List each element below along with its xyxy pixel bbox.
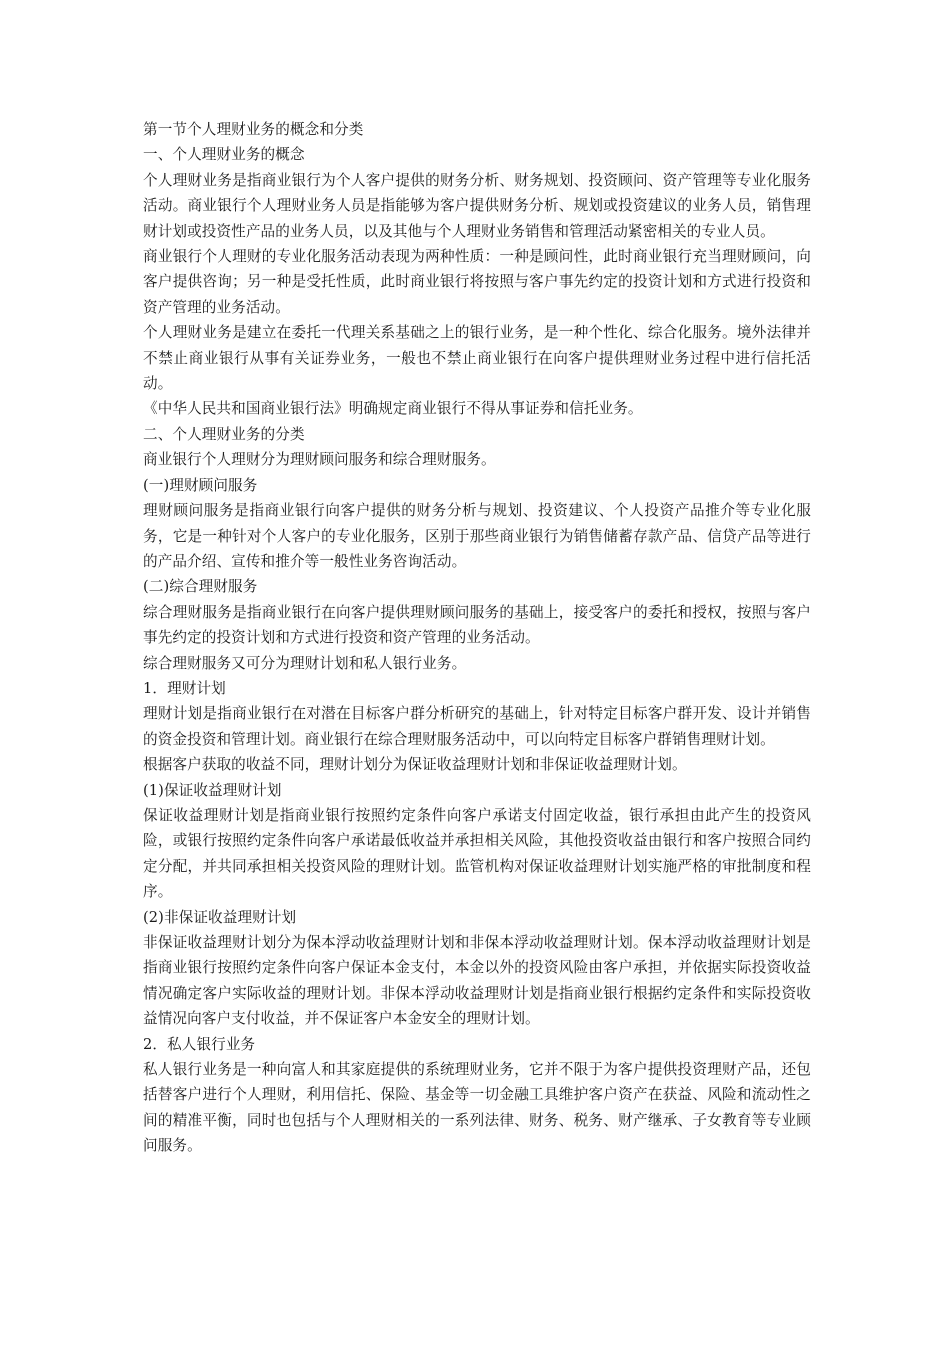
body-paragraph: 理财计划是指商业银行在对潜在目标客户群分析研究的基础上，针对特定目标客户群开发、设计并销售的资金投资和管理计划。商业银行在综合理财服务活动中，可以向特定目标客户群销售理财计划。	[143, 705, 811, 748]
subsection-heading: 二、个人理财业务的分类	[143, 425, 305, 443]
body-paragraph: 个人理财业务是建立在委托一代理关系基础之上的银行业务，是一种个性化、综合化服务。境外法律并不禁止商业银行从事有关证券业务，一般也不禁止商业银行在向客户提供理财业务过程中进行信托活动。	[143, 324, 811, 393]
subsection-heading: 一、个人理财业务的概念	[143, 146, 305, 164]
body-paragraph: 商业银行个人理财分为理财顾问服务和综合理财服务。	[143, 451, 496, 469]
body-paragraph: 私人银行业务是一种向富人和其家庭提供的系统理财业务，它并不限于为客户提供投资理财产品，还包括替客户进行个人理财，利用信托、保险、基金等一切金融工具维护客户资产在获益、风险和流动性之间的精准平衡，同时也包括与个人理财相关的一系列法律、财务、税务、财产继承、子女教育等专业顾问服务。	[143, 1061, 811, 1155]
subsection-heading: (二)综合理财服务	[143, 578, 258, 596]
body-paragraph: 理财顾问服务是指商业银行向客户提供的财务分析与规划、投资建议、个人投资产品推介等专业化服务，它是一种针对个人客户的专业化服务，区别于那些商业银行为销售储蓄存款产品、信贷产品等进行的产品介绍、宣传和推介等一般性业务咨询活动。	[143, 502, 811, 570]
section-title: 第一节个人理财业务的概念和分类	[143, 121, 364, 138]
body-paragraph: 综合理财服务是指商业银行在向客户提供理财顾问服务的基础上，接受客户的委托和授权，按照与客户事先约定的投资计划和方式进行投资和资产管理的业务活动。	[143, 603, 811, 647]
body-paragraph: 《中华人民共和国商业银行法》明确规定商业银行不得从事证券和信托业务。	[143, 400, 643, 418]
body-paragraph: 综合理财服务又可分为理财计划和私人银行业务。	[143, 654, 467, 672]
document-body	[143, 117, 811, 1159]
body-paragraph: 商业银行个人理财的专业化服务活动表现为两种性质：一种是顾问性，此时商业银行充当理财顾问，向客户提供咨询；另一种是受托性质，此时商业银行将按照与客户事先约定的投资计划和方式进行投资和资产管理的业务活动。	[143, 248, 811, 316]
subsection-heading: (一)理财顾问服务	[143, 476, 258, 494]
subsection-heading: 1．理财计划	[143, 679, 226, 697]
subsection-heading: (1)保证收益理财计划	[143, 781, 282, 799]
body-paragraph: 个人理财业务是指商业银行为个人客户提供的财务分析、财务规划、投资顾问、资产管理等专业化服务活动。商业银行个人理财业务人员是指能够为客户提供财务分析、规划或投资建议的业务人员，销售理财计划或投资性产品的业务人员，以及其他与个人理财业务销售和管理活动紧密相关的专业人员。	[143, 171, 811, 240]
body-paragraph: 根据客户获取的收益不同，理财计划分为保证收益理财计划和非保证收益理财计划。	[143, 756, 687, 774]
body-paragraph: 非保证收益理财计划分为保本浮动收益理财计划和非保本浮动收益理财计划。保本浮动收益理财计划是指商业银行按照约定条件向客户保证本金支付，本金以外的投资风险由客户承担，并依据实际投资收益情况确定客户实际收益的理财计划。非保本浮动收益理财计划是指商业银行根据约定条件和实际投资收益情况向客户支付收益，并不保证客户本金安全的理财计划。	[143, 934, 811, 1028]
subsection-heading: 2．私人银行业务	[143, 1035, 256, 1053]
body-paragraph: 保证收益理财计划是指商业银行按照约定条件向客户承诺支付固定收益，银行承担由此产生的投资风险，或银行按照约定条件向客户承诺最低收益并承担相关风险，其他投资收益由银行和客户按照合同约定分配，并共同承担相关投资风险的理财计划。监管机构对保证收益理财计划实施严格的审批制度和程序。	[143, 806, 811, 901]
subsection-heading: (2)非保证收益理财计划	[143, 908, 297, 926]
